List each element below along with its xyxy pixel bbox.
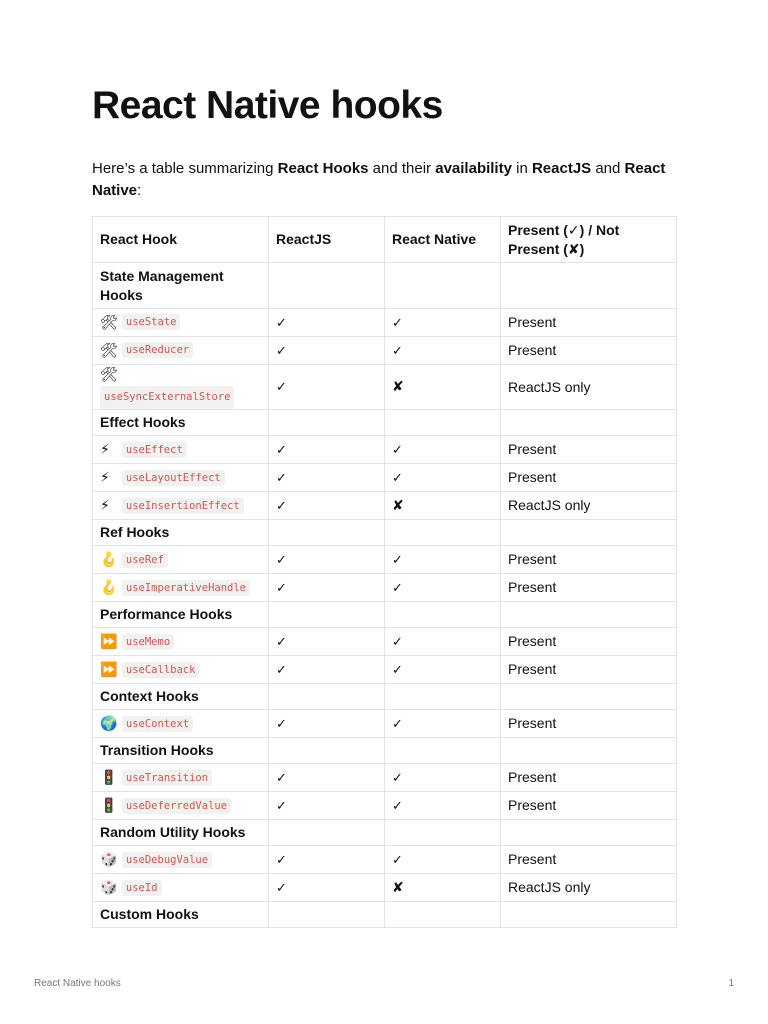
react-native-cell bbox=[385, 764, 501, 792]
section-label: Random Utility Hooks bbox=[93, 820, 269, 846]
react-native-cell bbox=[385, 436, 501, 464]
check-mark-icon: ✓ bbox=[276, 880, 287, 896]
intro-text: : bbox=[137, 182, 142, 199]
hook-cell bbox=[93, 656, 269, 684]
reactjs-cell bbox=[269, 628, 385, 656]
table-section-row bbox=[93, 410, 677, 436]
reactjs-cell bbox=[269, 574, 385, 602]
intro-bold-reactjs: ReactJS bbox=[531, 160, 592, 177]
react-native-cell bbox=[385, 846, 501, 874]
hook-name: useDeferredValue bbox=[122, 798, 231, 814]
lightning-icon: ⚡ bbox=[100, 470, 110, 487]
table-row bbox=[93, 764, 677, 792]
intro-text: and bbox=[591, 160, 625, 177]
hook-name: useLayoutEffect bbox=[122, 470, 225, 486]
table-row bbox=[93, 464, 677, 492]
hook-icon: 🪝 bbox=[100, 552, 118, 569]
check-mark-icon: ✓ bbox=[276, 470, 287, 486]
table-section-row bbox=[93, 263, 677, 309]
hammer-wrench-icon: 🛠 bbox=[100, 314, 118, 331]
reactjs-cell bbox=[269, 337, 385, 365]
status-cell: ReactJS only bbox=[501, 492, 677, 520]
status-cell: Present bbox=[501, 710, 677, 738]
table-section-row bbox=[93, 820, 677, 846]
react-native-cell bbox=[385, 574, 501, 602]
hook-name: useId bbox=[122, 880, 162, 896]
react-native-cell bbox=[385, 492, 501, 520]
status-cell: Present bbox=[501, 628, 677, 656]
hook-cell bbox=[93, 710, 269, 738]
status-cell: Present bbox=[501, 764, 677, 792]
hook-name: useState bbox=[122, 314, 181, 330]
empty-cell bbox=[269, 410, 385, 436]
reactjs-cell bbox=[269, 764, 385, 792]
react-native-cell bbox=[385, 628, 501, 656]
check-mark-icon: ✓ bbox=[276, 343, 287, 359]
check-mark-icon: ✓ bbox=[276, 634, 287, 650]
empty-cell bbox=[269, 902, 385, 928]
header-react-hook: React Hook bbox=[93, 217, 269, 263]
reactjs-cell bbox=[269, 792, 385, 820]
fast-forward-icon: ⏩ bbox=[100, 662, 118, 679]
hook-cell bbox=[93, 337, 269, 365]
table-row bbox=[93, 365, 677, 410]
intro-text: and their bbox=[368, 160, 436, 177]
hook-cell bbox=[93, 628, 269, 656]
empty-cell bbox=[269, 820, 385, 846]
empty-cell bbox=[501, 684, 677, 710]
status-cell: Present bbox=[501, 337, 677, 365]
check-mark-icon: ✓ bbox=[276, 716, 287, 732]
intro-bold-react-native: React Native bbox=[92, 160, 666, 199]
table-section-row bbox=[93, 520, 677, 546]
check-mark-icon: ✓ bbox=[392, 442, 403, 458]
status-cell: Present bbox=[501, 436, 677, 464]
check-mark-icon: ✓ bbox=[276, 442, 287, 458]
header-present: Present (✓) / Not Present (✘) bbox=[501, 217, 677, 263]
reactjs-cell bbox=[269, 656, 385, 684]
check-mark-icon: ✓ bbox=[276, 580, 287, 596]
table-section-row bbox=[93, 738, 677, 764]
check-mark-icon: ✓ bbox=[392, 798, 403, 814]
status-cell: Present bbox=[501, 546, 677, 574]
check-mark-icon: ✓ bbox=[276, 662, 287, 678]
hammer-wrench-icon: 🛠 bbox=[100, 342, 118, 359]
empty-cell bbox=[501, 602, 677, 628]
status-cell: ReactJS only bbox=[501, 365, 677, 410]
section-label: State Management Hooks bbox=[93, 263, 269, 309]
table-row bbox=[93, 628, 677, 656]
reactjs-cell bbox=[269, 492, 385, 520]
empty-cell bbox=[385, 263, 501, 309]
dice-icon: 🎲 bbox=[100, 880, 118, 897]
empty-cell bbox=[501, 738, 677, 764]
empty-cell bbox=[385, 410, 501, 436]
hook-name: useImperativeHandle bbox=[122, 580, 250, 596]
empty-cell bbox=[501, 410, 677, 436]
reactjs-cell bbox=[269, 436, 385, 464]
check-mark-icon: ✓ bbox=[392, 315, 403, 331]
hooks-table bbox=[92, 216, 677, 928]
traffic-light-icon: 🚦 bbox=[100, 798, 118, 815]
check-mark-icon: ✓ bbox=[392, 662, 403, 678]
hook-name: useTransition bbox=[122, 770, 212, 786]
hook-name: useInsertionEffect bbox=[122, 498, 244, 514]
globe-icon: 🌍 bbox=[100, 716, 118, 733]
empty-cell bbox=[269, 684, 385, 710]
hook-cell bbox=[93, 574, 269, 602]
table-row bbox=[93, 337, 677, 365]
check-mark-icon: ✓ bbox=[392, 716, 403, 732]
hook-name: useContext bbox=[122, 716, 193, 732]
hook-name: useDebugValue bbox=[122, 852, 212, 868]
lightning-icon: ⚡ bbox=[100, 498, 110, 515]
react-native-cell bbox=[385, 337, 501, 365]
empty-cell bbox=[385, 602, 501, 628]
table-row bbox=[93, 846, 677, 874]
reactjs-cell bbox=[269, 710, 385, 738]
table-row bbox=[93, 492, 677, 520]
check-mark-icon: ✓ bbox=[276, 380, 287, 396]
check-mark-icon: ✓ bbox=[276, 770, 287, 786]
status-cell: ReactJS only bbox=[501, 874, 677, 902]
hook-cell bbox=[93, 464, 269, 492]
section-label: Transition Hooks bbox=[93, 738, 269, 764]
table-row bbox=[93, 874, 677, 902]
check-mark-icon: ✓ bbox=[392, 343, 403, 359]
status-cell: Present bbox=[501, 464, 677, 492]
page-number: 1 bbox=[728, 978, 734, 989]
hook-cell bbox=[93, 546, 269, 574]
table-row bbox=[93, 574, 677, 602]
intro-bold-availability: availability bbox=[435, 160, 512, 177]
react-native-cell bbox=[385, 464, 501, 492]
table-row bbox=[93, 710, 677, 738]
table-section-row bbox=[93, 602, 677, 628]
hook-cell bbox=[93, 792, 269, 820]
table-row bbox=[93, 792, 677, 820]
empty-cell bbox=[269, 263, 385, 309]
empty-cell bbox=[385, 520, 501, 546]
check-mark-icon: ✓ bbox=[276, 498, 287, 514]
check-mark-icon: ✓ bbox=[392, 770, 403, 786]
table-row bbox=[93, 309, 677, 337]
react-native-cell bbox=[385, 710, 501, 738]
table-row bbox=[93, 546, 677, 574]
reactjs-cell bbox=[269, 309, 385, 337]
check-mark-icon: ✓ bbox=[392, 470, 403, 486]
section-label: Context Hooks bbox=[93, 684, 269, 710]
empty-cell bbox=[269, 602, 385, 628]
empty-cell bbox=[501, 520, 677, 546]
table-row bbox=[93, 436, 677, 464]
table-row bbox=[93, 656, 677, 684]
react-native-cell bbox=[385, 874, 501, 902]
section-label: Effect Hooks bbox=[93, 410, 269, 436]
react-native-cell bbox=[385, 792, 501, 820]
hammer-wrench-icon: 🛠 bbox=[100, 367, 118, 384]
intro-text: in bbox=[511, 160, 532, 177]
check-mark-icon: ✓ bbox=[276, 798, 287, 814]
empty-cell bbox=[385, 738, 501, 764]
table-header-row bbox=[93, 217, 677, 263]
hook-cell bbox=[93, 874, 269, 902]
react-native-cell bbox=[385, 309, 501, 337]
reactjs-cell bbox=[269, 365, 385, 410]
intro-bold-react-hooks: React Hooks bbox=[277, 160, 369, 177]
status-cell: Present bbox=[501, 574, 677, 602]
hook-name: useEffect bbox=[122, 442, 187, 458]
cross-mark-icon: ✘ bbox=[392, 379, 404, 396]
intro-text: Here’s a table summarizing bbox=[92, 160, 278, 177]
empty-cell bbox=[269, 738, 385, 764]
footer-title: React Native hooks bbox=[34, 978, 121, 989]
hook-icon: 🪝 bbox=[100, 580, 118, 597]
hook-cell bbox=[93, 764, 269, 792]
empty-cell bbox=[501, 263, 677, 309]
hook-name: useCallback bbox=[122, 662, 200, 678]
empty-cell bbox=[269, 520, 385, 546]
reactjs-cell bbox=[269, 846, 385, 874]
check-mark-icon: ✓ bbox=[392, 852, 403, 868]
check-mark-icon: ✓ bbox=[392, 580, 403, 596]
status-cell: Present bbox=[501, 792, 677, 820]
reactjs-cell bbox=[269, 874, 385, 902]
hook-cell bbox=[93, 365, 269, 410]
cross-mark-icon: ✘ bbox=[392, 879, 404, 896]
header-react-native: React Native bbox=[385, 217, 501, 263]
hook-name: useReducer bbox=[122, 342, 193, 358]
check-mark-icon: ✓ bbox=[392, 552, 403, 568]
section-label: Performance Hooks bbox=[93, 602, 269, 628]
traffic-light-icon: 🚦 bbox=[100, 770, 118, 787]
intro-paragraph bbox=[92, 158, 682, 202]
react-native-cell bbox=[385, 546, 501, 574]
empty-cell bbox=[501, 902, 677, 928]
check-mark-icon: ✓ bbox=[276, 315, 287, 331]
status-cell: Present bbox=[501, 846, 677, 874]
react-native-cell bbox=[385, 365, 501, 410]
empty-cell bbox=[501, 820, 677, 846]
check-mark-icon: ✓ bbox=[276, 852, 287, 868]
empty-cell bbox=[385, 820, 501, 846]
header-reactjs: ReactJS bbox=[269, 217, 385, 263]
hook-cell bbox=[93, 492, 269, 520]
hook-name: useRef bbox=[122, 552, 168, 568]
table-section-row bbox=[93, 684, 677, 710]
empty-cell bbox=[385, 684, 501, 710]
hook-cell bbox=[93, 436, 269, 464]
table-section-row bbox=[93, 902, 677, 928]
fast-forward-icon: ⏩ bbox=[100, 634, 118, 651]
status-cell: Present bbox=[501, 309, 677, 337]
hook-cell bbox=[93, 846, 269, 874]
reactjs-cell bbox=[269, 464, 385, 492]
section-label: Ref Hooks bbox=[93, 520, 269, 546]
dice-icon: 🎲 bbox=[100, 852, 118, 869]
hook-name: useMemo bbox=[122, 634, 174, 650]
page-title: React Native hooks bbox=[92, 84, 443, 127]
lightning-icon: ⚡ bbox=[100, 442, 110, 459]
reactjs-cell bbox=[269, 546, 385, 574]
check-mark-icon: ✓ bbox=[276, 552, 287, 568]
hook-cell bbox=[93, 309, 269, 337]
cross-mark-icon: ✘ bbox=[392, 497, 404, 514]
react-native-cell bbox=[385, 656, 501, 684]
status-cell: Present bbox=[501, 656, 677, 684]
empty-cell bbox=[385, 902, 501, 928]
hook-name: useSyncExternalStore bbox=[100, 386, 234, 409]
section-label: Custom Hooks bbox=[93, 902, 269, 928]
check-mark-icon: ✓ bbox=[392, 634, 403, 650]
